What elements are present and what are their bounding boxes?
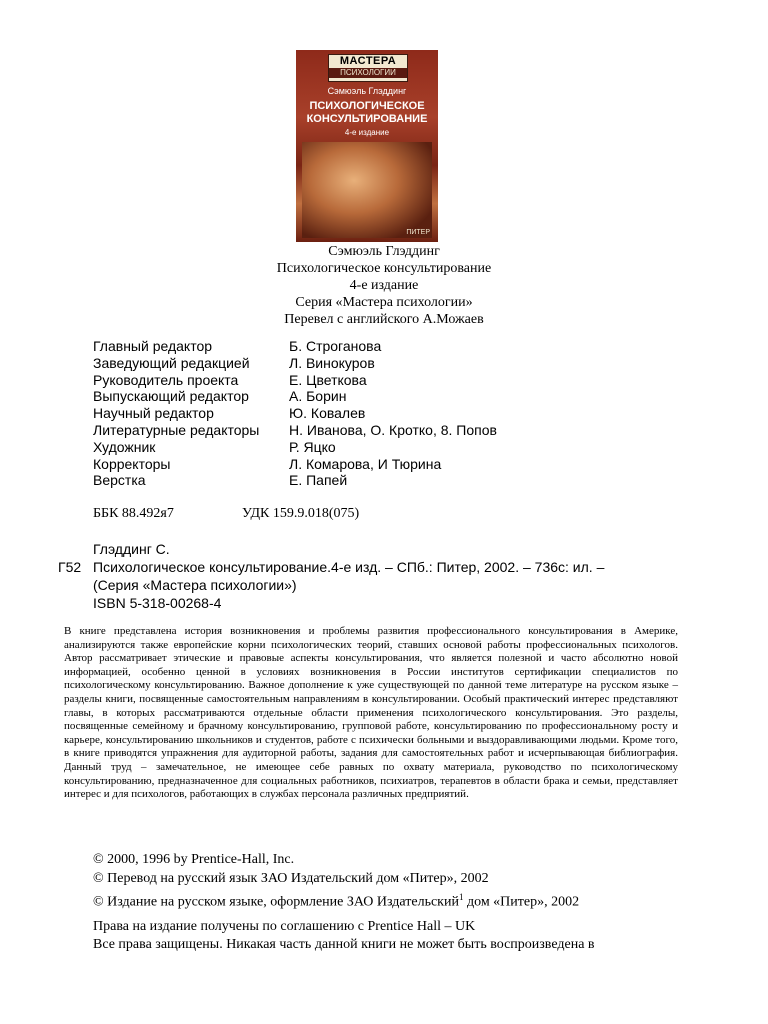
catalog-line1 bbox=[58, 558, 604, 576]
credit-row bbox=[93, 355, 497, 372]
credit-name: А. Борин bbox=[289, 388, 347, 405]
catalog-entry bbox=[58, 540, 604, 612]
copyright-line2: © Перевод на русский язык ЗАО Издательский дом «Питер», 2002 bbox=[93, 871, 489, 886]
credit-row bbox=[93, 405, 497, 422]
credit-role: Руководитель проекта bbox=[93, 371, 239, 388]
credit-name: Е. Папей bbox=[289, 472, 348, 489]
copyright-line3 bbox=[93, 888, 579, 912]
credit-name: Л. Комарова, И Тюрина bbox=[289, 455, 442, 472]
cover-author: Сэмюэль Глэддинг bbox=[327, 86, 407, 96]
title-edition: 4-е издание bbox=[349, 278, 419, 293]
book-abstract: В книге представлена история возникновения и проблемы развития профессионального консультирования в Америке, анализируются также европейские корни психологических теорий, ставших основой работы профессиональных психологов. Автор рассматривает этические и правовые аспекты консультирования, что является полезной и часто абсолютно новой информацией, особенно ценной в условиях возникновения в России институтов сертификации специалистов по психологическому консультированию. Важное дополнение к уже существующей по данной теме литературе на русском языке – разделы книги, посвященные самостоятельным направлениям в консультировании. Особый практический интерес представляют главы, в которых рассматриваются отдельные области применения психологического консультирования. Это разделы, посвященные семейному и брачному консультированию, групповой работе, консультированию по профессиональному росту и карьере, консультированию школьников и студентов, работе с психически больными и выздоравливающими людьми. Кроме того, в книге приводятся упражнения для аудиторной работы, задания для самостоятельных работ и исчерпывающая библиография. Данный труд – замечательное, не имеющее себе равных по охвату материала, руководство по психологическому консультированию, предназначенное для социальных работников, психиатров, терапевтов в области брака и семьи, представляет интерес и для психологов, работающих в службах персонала различных предприятий. bbox=[64, 625, 678, 801]
rights-line2: Все права защищены. Никакая часть данной книги не может быть воспроизведена в bbox=[93, 937, 595, 952]
credit-name: Н. Иванова, О. Кротко, 8. Попов bbox=[289, 421, 497, 438]
cover-edition: 4-е издание bbox=[344, 128, 390, 137]
cover-publisher: ПИТЕР bbox=[406, 229, 430, 236]
catalog-description: Психологическое консультирование.4-е изд. – СПб.: Питер, 2002. – 736с: ил. – bbox=[93, 559, 605, 575]
credit-row bbox=[93, 372, 497, 389]
catalog-author: Глэддинг С. bbox=[93, 541, 170, 557]
cover-title-line2: КОНСУЛЬТИРОВАНИЕ bbox=[306, 113, 428, 125]
credit-name: Л. Винокуров bbox=[289, 354, 375, 371]
series-badge bbox=[328, 54, 408, 82]
book-cover-image bbox=[296, 50, 438, 242]
credit-name: Б. Строганова bbox=[289, 338, 382, 354]
credit-role: Заведующий редакцией bbox=[93, 354, 250, 371]
credit-name: Ю. Ковалев bbox=[289, 405, 366, 422]
title-translator: Перевел с английского А.Можаев bbox=[284, 312, 484, 327]
copyright-footnote-mark: 1 bbox=[458, 892, 464, 902]
credit-role: Художник bbox=[93, 438, 156, 455]
title-author: Сэмюэль Глэддинг bbox=[328, 244, 440, 259]
credit-role: Главный редактор bbox=[93, 338, 213, 354]
credit-role: Выпускающий редактор bbox=[93, 388, 249, 405]
title-series: Серия «Мастера психологии» bbox=[295, 295, 473, 310]
catalog-code: Г52 bbox=[58, 559, 82, 575]
credit-role: Корректоры bbox=[93, 455, 171, 472]
credit-row bbox=[93, 439, 497, 456]
udk-code: УДК 159.9.018(075) bbox=[242, 506, 360, 521]
credit-row bbox=[93, 338, 497, 355]
series-badge-top: МАСТЕРА bbox=[339, 55, 397, 67]
rights-block bbox=[93, 918, 678, 954]
credit-row bbox=[93, 456, 497, 473]
credit-row bbox=[93, 388, 497, 405]
catalog-isbn: ISBN 5-318-00268-4 bbox=[93, 595, 222, 611]
catalog-series: (Серия «Мастера психологии») bbox=[93, 577, 297, 593]
credit-role: Литературные редакторы bbox=[93, 421, 260, 438]
cover-title bbox=[296, 100, 438, 126]
cover-title-line1: ПСИХОЛОГИЧЕСКОЕ bbox=[309, 100, 425, 112]
credit-name: Е. Цветкова bbox=[289, 371, 367, 388]
credits-list bbox=[93, 338, 497, 489]
cover-photo bbox=[302, 142, 432, 238]
credit-row bbox=[93, 472, 497, 489]
copyright-block bbox=[93, 850, 579, 912]
copyright-line3-pre: © Издание на русском языке, оформление ЗАО Издательский bbox=[93, 894, 459, 910]
title-name: Психологическое консультирование bbox=[276, 261, 492, 276]
credit-name: Р. Яцко bbox=[289, 438, 336, 455]
credit-role: Верстка bbox=[93, 472, 146, 489]
rights-line1: Права на издание получены по соглашению с Prentice Hall – UK bbox=[93, 919, 476, 934]
credit-role: Научный редактор bbox=[93, 405, 214, 422]
copyright-line1: © 2000, 1996 by Prentice-Hall, Inc. bbox=[93, 852, 295, 867]
series-badge-bottom: ПСИХОЛОГИИ bbox=[329, 68, 407, 78]
copyright-line3-post: дом «Питер», 2002 bbox=[463, 894, 580, 910]
credit-row bbox=[93, 422, 497, 439]
bbk-code: ББК 88.492я7 bbox=[93, 506, 174, 521]
